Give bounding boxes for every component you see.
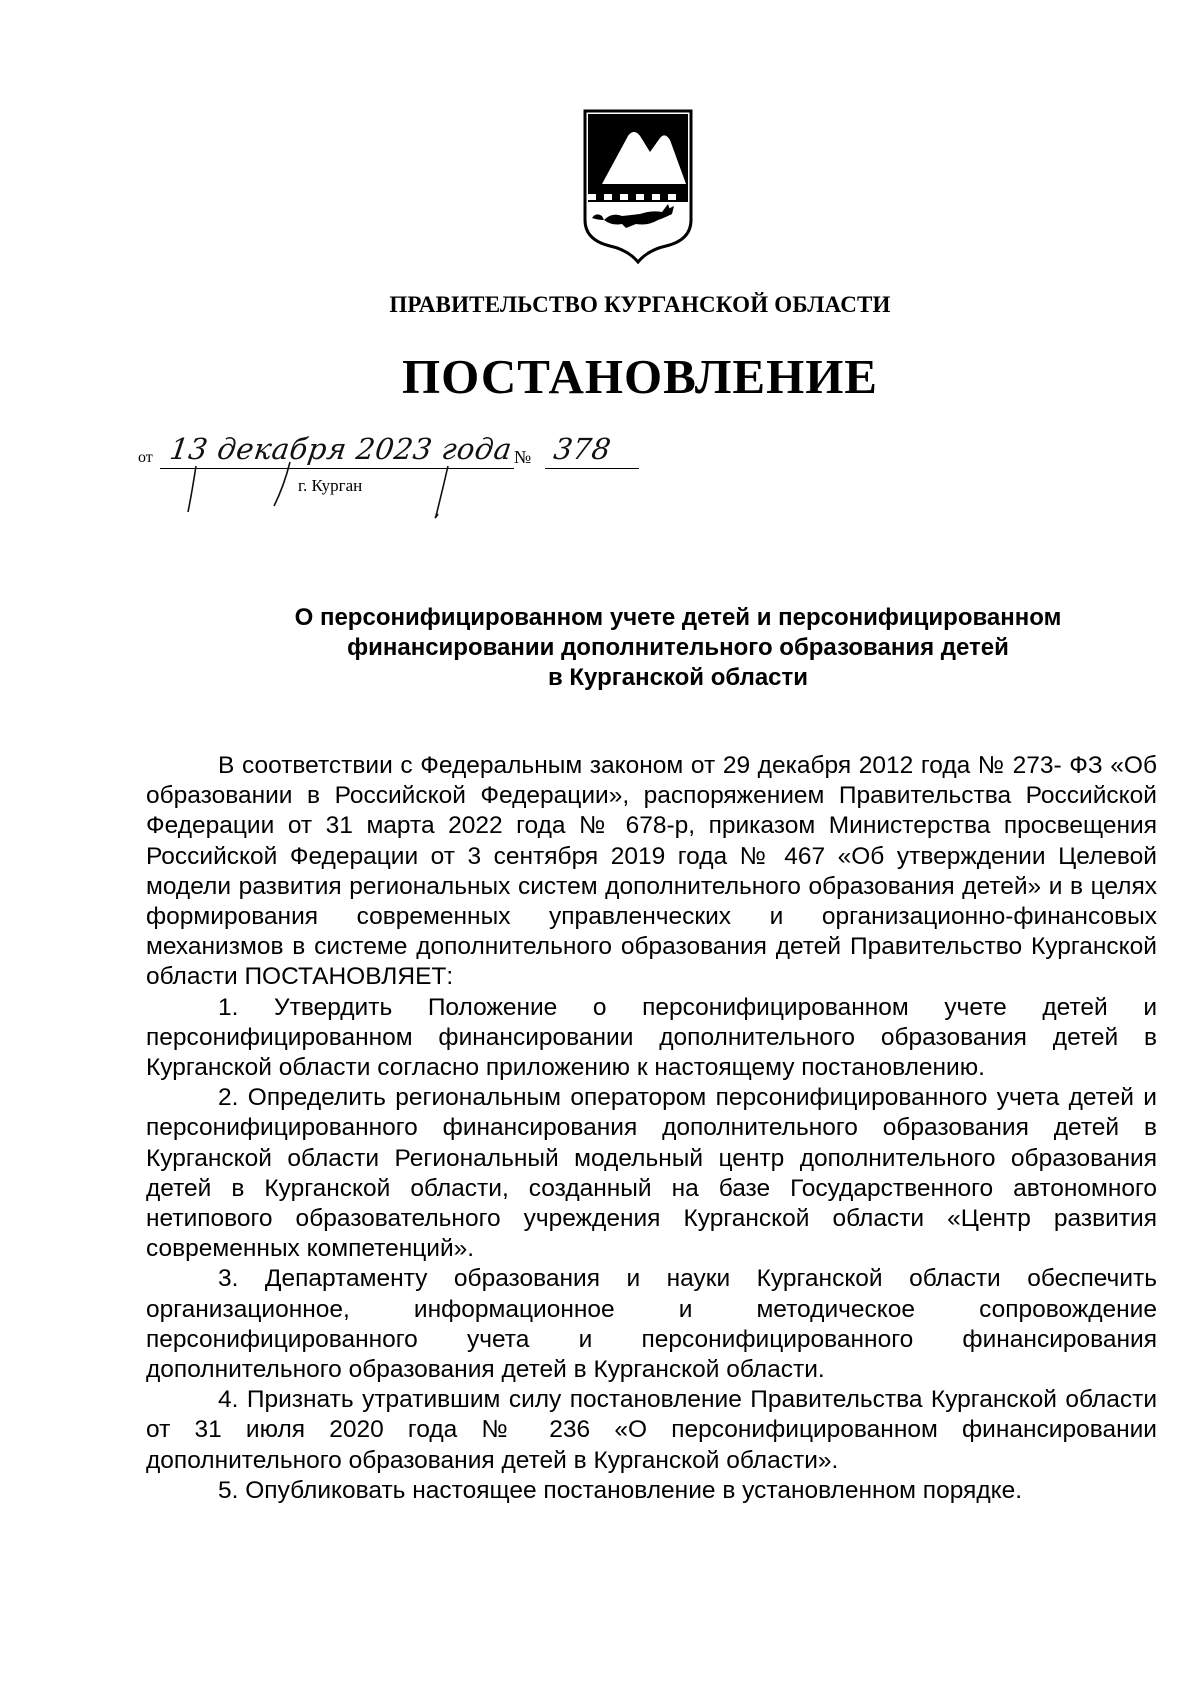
title-line-3: в Курганской области bbox=[547, 664, 809, 691]
item-paragraph-2: 2. Определить региональным оператором персонифицированного учета детей и персонифицированного финансирования дополнительного образования детей в Курганской области Региональный модельный центр дополнительного образования детей в Курганской области, созданный на базе Государственного автономного нетипового образовательного учреждения Курганской области «Центр развития современных компетенций». bbox=[146, 1084, 1157, 1263]
date-underline bbox=[160, 468, 514, 469]
item-paragraph-1: 1. Утвердить Положение о персонифицированном учете детей и персонифицированном финансировании дополнительного образования детей в Курганской области согласно приложению к настоящему постановлению. bbox=[146, 993, 1157, 1082]
number-prefix-label: № bbox=[514, 447, 532, 467]
number-underline bbox=[545, 468, 639, 469]
item-paragraph-3: 3. Департаменту образования и науки Курганской области обеспечить организационное, информационное и методическое сопровождение персонифицированного учета и персонифицированного финансирования дополнительного образования детей в Курганской области. bbox=[146, 1265, 1157, 1384]
document-body bbox=[146, 751, 1157, 1506]
date-number-line bbox=[0, 0, 1200, 520]
document-title bbox=[148, 603, 1200, 693]
item-paragraph-5: 5. Опубликовать настоящее постановление в установленном порядке. bbox=[218, 1476, 1023, 1504]
government-name: ПРАВИТЕЛЬСТВО КУРГАНСКОЙ ОБЛАСТИ bbox=[389, 292, 891, 317]
item-paragraph-4: 4. Признать утратившим силу постановление Правительства Курганской области от 31 июля 2020 года № 236 «О персонифицированном финансировании дополнительного образования детей в Курганской области». bbox=[146, 1386, 1157, 1474]
title-line-1: О персонифицированном учете детей и персонифицированном bbox=[294, 604, 1062, 631]
date-prefix-label: от bbox=[138, 449, 153, 466]
preamble-paragraph: В соответствии с Федеральным законом от 29 декабря 2012 года № 273- ФЗ «Об образовании в Российской Федерации», распоряжением Правительства Российской Федерации от 31 марта 2022 года № 678-р, приказом Министерства просвещения Российской Федерации от 3 сентября 2019 года № 467 «Об утверждении Целевой модели развития региональных систем дополнительного образования детей» и в целях формирования современных управленческих и организационно-финансовых механизмов в системе дополнительного образования детей Правительство Курганской области ПОСТАНОВЛЯЕТ: bbox=[146, 752, 1157, 991]
handwritten-date: 13 декабря 2023 года bbox=[167, 432, 515, 466]
handwritten-number: 378 bbox=[551, 432, 614, 466]
city-label: г. Курган bbox=[298, 476, 363, 495]
title-line-2: финансировании дополнительного образования детей bbox=[347, 634, 1009, 661]
document-type-title: ПОСТАНОВЛЕНИЕ bbox=[402, 349, 878, 404]
